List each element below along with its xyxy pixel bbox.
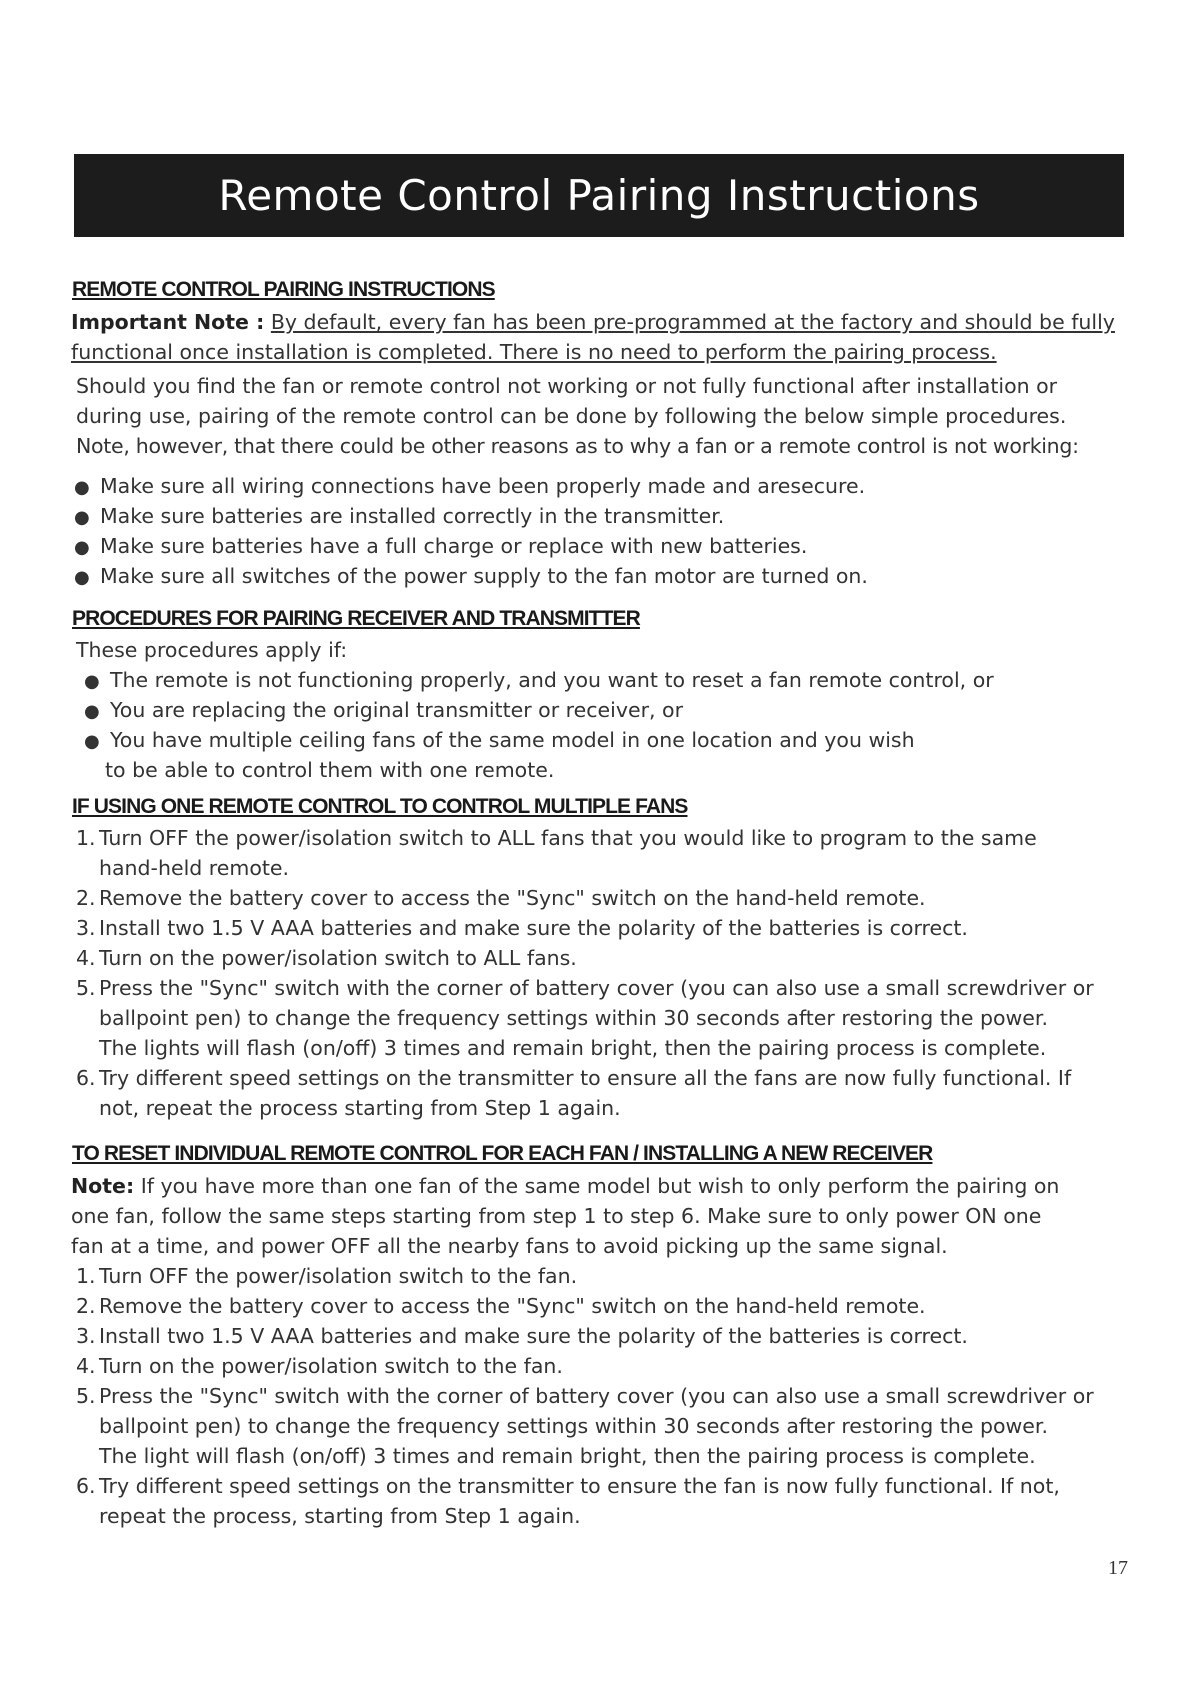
page-number: 17 — [1108, 1557, 1128, 1579]
step-continuation: ballpoint pen) to change the frequency settings within 30 seconds after restoring the power. — [99, 1006, 1048, 1030]
bullet-item: ● The remote is not functioning properly, and you want to reset a fan remote control, or — [84, 668, 994, 692]
note-label: Note: — [71, 1174, 135, 1198]
important-note-label: Important Note : — [71, 310, 265, 334]
section-heading-multiple-fans: IF USING ONE REMOTE CONTROL TO CONTROL MULTIPLE FANS — [72, 795, 688, 818]
step-continuation: The lights will flash (on/off) 3 times and remain bright, then the pairing process is complete. — [99, 1036, 1047, 1060]
step-item: 2. Remove the battery cover to access the "Sync" switch on the hand-held remote. — [76, 886, 926, 910]
note-line-1 — [71, 1174, 1059, 1198]
important-note-line-2: functional once installation is completed. There is no need to perform the pairing process. — [71, 340, 997, 364]
note-line-3: fan at a time, and power OFF all the nearby fans to avoid picking up the same signal. — [71, 1234, 948, 1258]
intro-paragraph-line: Should you find the fan or remote control not working or not fully functional after installation or — [76, 374, 1058, 398]
step-item: 2. Remove the battery cover to access the "Sync" switch on the hand-held remote. — [76, 1294, 926, 1318]
procedures-intro: These procedures apply if: — [76, 638, 348, 662]
step-continuation: ballpoint pen) to change the frequency settings within 30 seconds after restoring the power. — [99, 1414, 1048, 1438]
step-continuation: hand-held remote. — [99, 856, 290, 880]
bullet-dot-icon: ● — [84, 671, 100, 692]
step-item: 3. Install two 1.5 V AAA batteries and make sure the polarity of the batteries is correct. — [76, 1324, 968, 1348]
important-note-text-1: By default, every fan has been pre-programmed at the factory and should be fully — [270, 310, 1115, 334]
step-item: 4. Turn on the power/isolation switch to ALL fans. — [76, 946, 577, 970]
step-item: 4. Turn on the power/isolation switch to the fan. — [76, 1354, 563, 1378]
step-item: 5. Press the "Sync" switch with the corner of battery cover (you can also use a small screwdriver or — [76, 1384, 1094, 1408]
bullet-dot-icon: ● — [84, 701, 100, 722]
intro-paragraph-line: during use, pairing of the remote control can be done by following the below simple procedures. — [76, 404, 1067, 428]
step-continuation: repeat the process, starting from Step 1 again. — [99, 1504, 581, 1528]
section-heading-reset-individual: TO RESET INDIVIDUAL REMOTE CONTROL FOR EACH FAN / INSTALLING A NEW RECEIVER — [72, 1142, 933, 1165]
bullet-dot-icon: ● — [74, 537, 90, 558]
bullet-dot-icon: ● — [74, 507, 90, 528]
step-item: 5. Press the "Sync" switch with the corner of battery cover (you can also use a small screwdriver or — [76, 976, 1094, 1000]
step-continuation: not, repeat the process starting from Step 1 again. — [99, 1096, 621, 1120]
bullet-item: ● You are replacing the original transmitter or receiver, or — [84, 698, 683, 722]
step-item: 1. Turn OFF the power/isolation switch to the fan. — [76, 1264, 578, 1288]
bullet-dot-icon: ● — [84, 731, 100, 752]
bullet-item: ● Make sure all switches of the power supply to the fan motor are turned on. — [74, 564, 868, 588]
intro-paragraph-line: Note, however, that there could be other reasons as to why a fan or a remote control is not working: — [76, 434, 1079, 458]
bullet-dot-icon: ● — [74, 477, 90, 498]
section-heading-pairing-instructions: REMOTE CONTROL PAIRING INSTRUCTIONS — [72, 278, 495, 301]
important-note-line-1 — [71, 310, 1115, 334]
step-item: 6. Try different speed settings on the transmitter to ensure the fan is now fully functional. If not, — [76, 1474, 1060, 1498]
step-continuation: The light will flash (on/off) 3 times and remain bright, then the pairing process is complete. — [99, 1444, 1036, 1468]
bullet-continuation: to be able to control them with one remote. — [105, 758, 555, 782]
bullet-item: ● Make sure batteries have a full charge or replace with new batteries. — [74, 534, 808, 558]
note-text-1: If you have more than one fan of the same model but wish to only perform the pairing on — [140, 1174, 1060, 1198]
step-item: 3. Install two 1.5 V AAA batteries and make sure the polarity of the batteries is correct. — [76, 916, 968, 940]
page-title: Remote Control Pairing Instructions — [74, 154, 1124, 237]
bullet-item: ● You have multiple ceiling fans of the same model in one location and you wish — [84, 728, 915, 752]
bullet-item: ● Make sure batteries are installed correctly in the transmitter. — [74, 504, 725, 528]
bullet-item: ● Make sure all wiring connections have been properly made and aresecure. — [74, 474, 866, 498]
section-heading-procedures: PROCEDURES FOR PAIRING RECEIVER AND TRANSMITTER — [72, 607, 640, 630]
step-item: 1. Turn OFF the power/isolation switch to ALL fans that you would like to program to the same — [76, 826, 1037, 850]
bullet-dot-icon: ● — [74, 567, 90, 588]
note-line-2: one fan, follow the same steps starting from step 1 to step 6. Make sure to only power ON one — [71, 1204, 1042, 1228]
step-item: 6. Try different speed settings on the transmitter to ensure all the fans are now fully functional. If — [76, 1066, 1072, 1090]
